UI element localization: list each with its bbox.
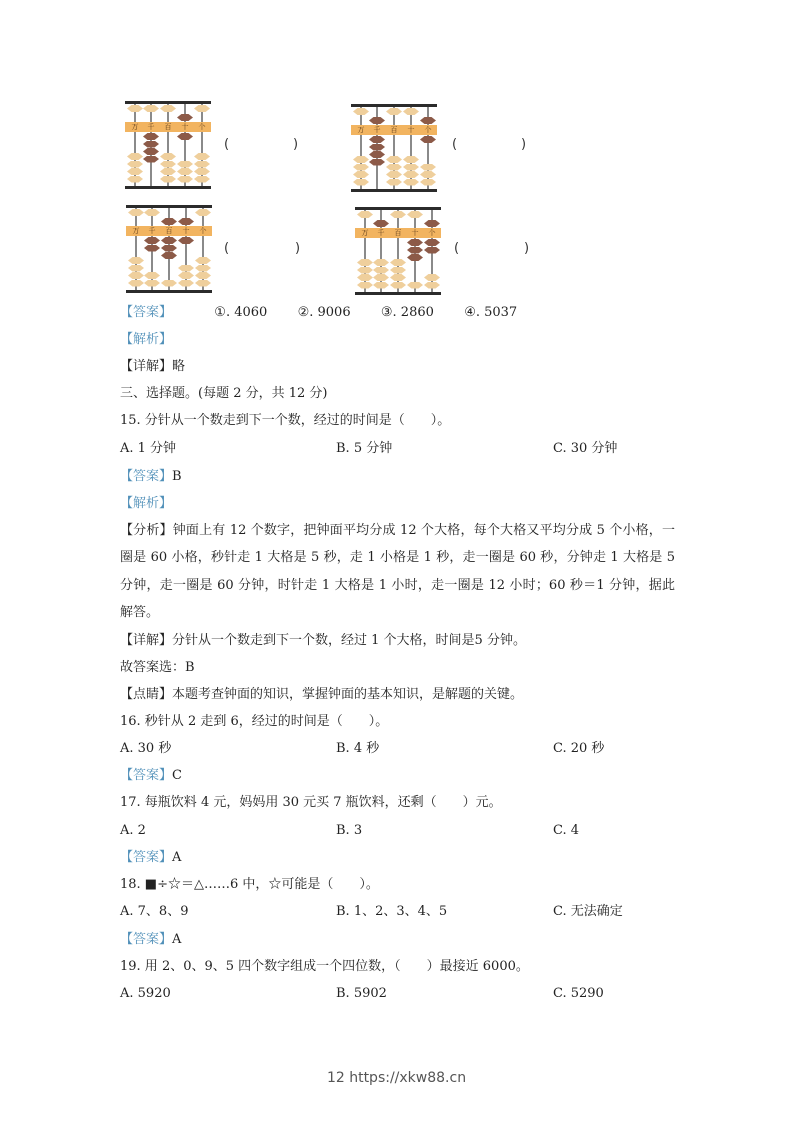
answer-blank-close-paren: ) bbox=[524, 241, 530, 256]
abacus-lower-bead bbox=[177, 161, 193, 168]
fenxi-text: 钟面上有 12 个数字，把钟面平均分成 12 个大格，每个大格又平均分成 5 个小格，一圈是 60 小格，秒针走 1 大格是 5 秒，走 1 小格是 1 秒，走一圈是 60 秒，分钟走 1 大格是 5 分钟，走一圈是 60 分钟，时针走 1 大格是 1 小时，走一圈是 12 小时；60 秒＝1 分钟，据此解答。 bbox=[120, 523, 675, 620]
abacus-lower-bead bbox=[194, 153, 210, 160]
q15-fenxi-paragraph bbox=[120, 517, 675, 626]
abacus-lower-bead bbox=[373, 274, 389, 281]
abacus-lower-bead bbox=[161, 245, 177, 252]
answer-3: ③. 2860 bbox=[380, 305, 434, 320]
abacus-lower-bead bbox=[160, 168, 176, 175]
abacus-lower-bead bbox=[390, 267, 406, 274]
abacus-lower-bead bbox=[195, 272, 211, 279]
answer-tag: 【答案】 bbox=[120, 469, 173, 484]
abacus-lower-bead bbox=[403, 156, 419, 163]
abacus-rod-label: 千 bbox=[377, 229, 385, 237]
answer-blank-open-paren: ( bbox=[454, 241, 460, 256]
abacus-lower-bead bbox=[403, 179, 419, 186]
abacus-upper-bead bbox=[390, 211, 406, 218]
abacus-upper-bead bbox=[424, 220, 440, 227]
abacus-lower-bead bbox=[128, 280, 144, 287]
abacus-lower-bead bbox=[177, 133, 193, 140]
abacus-lower-bead bbox=[403, 164, 419, 171]
abacus-rod-label: 万 bbox=[132, 227, 140, 235]
abacus-lower-bead bbox=[127, 168, 143, 175]
q15-option-b: B. 5 分钟 bbox=[336, 441, 393, 456]
abacus-lower-bead bbox=[128, 265, 144, 272]
abacus-2 bbox=[351, 104, 437, 192]
abacus-lower-bead bbox=[369, 144, 385, 151]
q15-answer-line bbox=[120, 468, 182, 486]
answer-blank-close-paren: ) bbox=[293, 137, 299, 152]
q15-question: 15. 分针从一个数走到下一个数，经过的时间是（ ）。 bbox=[120, 413, 451, 428]
abacus-lower-bead bbox=[178, 272, 194, 279]
abacus-lower-bead bbox=[195, 265, 211, 272]
abacus-lower-bead bbox=[424, 247, 440, 254]
abacus-lower-bead bbox=[144, 245, 160, 252]
answer-blank-open-paren: ( bbox=[452, 137, 458, 152]
answer-1: ①. 4060 bbox=[214, 305, 268, 320]
abacus-upper-bead bbox=[143, 105, 159, 112]
q15-option-c: C. 30 分钟 bbox=[553, 441, 618, 456]
answer-2: ②. 9006 bbox=[297, 305, 351, 320]
abacus-lower-bead bbox=[369, 151, 385, 158]
detail-tag: 【详解】 bbox=[120, 633, 173, 648]
abacus-lower-bead bbox=[373, 267, 389, 274]
q14-answer-line bbox=[120, 304, 517, 322]
abacus-rod-label: 百 bbox=[394, 229, 402, 237]
abacus-4 bbox=[355, 207, 441, 295]
q19-option-b: B. 5902 bbox=[336, 986, 387, 1001]
abacus-lower-bead bbox=[407, 254, 423, 261]
abacus-lower-bead bbox=[386, 171, 402, 178]
q15-option-a: A. 1 分钟 bbox=[120, 441, 177, 456]
abacus-lower-bead bbox=[420, 171, 436, 178]
abacus-rod-label: 个 bbox=[199, 227, 207, 235]
abacus-upper-bead bbox=[403, 108, 419, 115]
answer-tag: 【答案】 bbox=[120, 768, 173, 783]
page-footer: 12 https://xkw88.cn bbox=[326, 1070, 467, 1086]
abacus-lower-bead bbox=[390, 274, 406, 281]
abacus-upper-bead bbox=[194, 105, 210, 112]
abacus-lower-bead bbox=[161, 280, 177, 287]
abacus-lower-bead bbox=[420, 136, 436, 143]
section-title: 三、选择题。(每题 2 分，共 12 分) bbox=[120, 386, 328, 401]
abacus-lower-bead bbox=[390, 282, 406, 289]
abacus-upper-bead bbox=[357, 211, 373, 218]
q16-answer-line bbox=[120, 767, 182, 785]
abacus-lower-bead bbox=[194, 168, 210, 175]
abacus-rod-label: 个 bbox=[424, 126, 432, 134]
abacus-lower-bead bbox=[357, 267, 373, 274]
abacus-lower-bead bbox=[403, 171, 419, 178]
abacus-lower-bead bbox=[424, 274, 440, 281]
q17-option-a: A. 2 bbox=[120, 823, 146, 838]
abacus-frame-top bbox=[355, 207, 441, 210]
q18-question: 18. ■÷☆＝△……6 中，☆可能是（ ）。 bbox=[120, 877, 379, 892]
abacus-rod-label: 百 bbox=[164, 123, 172, 131]
abacus-lower-bead bbox=[369, 159, 385, 166]
abacus-lower-bead bbox=[386, 156, 402, 163]
abacus-lower-bead bbox=[127, 161, 143, 168]
abacus-upper-bead bbox=[144, 209, 160, 216]
answer-value: C bbox=[172, 768, 182, 783]
abacus-frame-top bbox=[125, 101, 211, 104]
answer-tag: 【答案】 bbox=[120, 305, 173, 320]
q17-question: 17. 每瓶饮料 4 元，妈妈用 30 元买 7 瓶饮料，还剩（ ）元。 bbox=[120, 795, 502, 810]
abacus-lower-bead bbox=[373, 259, 389, 266]
abacus-lower-bead bbox=[353, 179, 369, 186]
abacus-lower-bead bbox=[160, 176, 176, 183]
abacus-upper-bead bbox=[127, 105, 143, 112]
q15-conclusion: 故答案选：B bbox=[120, 660, 195, 675]
abacus-frame-top bbox=[351, 104, 437, 107]
abacus-rod-label: 十 bbox=[411, 229, 419, 237]
abacus-upper-bead bbox=[420, 117, 436, 124]
abacus-upper-bead bbox=[353, 108, 369, 115]
abacus-lower-bead bbox=[143, 141, 159, 148]
abacus-upper-bead bbox=[373, 220, 389, 227]
abacus-rod-label: 万 bbox=[361, 229, 369, 237]
abacus-lower-bead bbox=[178, 280, 194, 287]
abacus-rod-label: 千 bbox=[148, 227, 156, 235]
abacus-rod-label: 万 bbox=[131, 123, 139, 131]
abacus-lower-bead bbox=[160, 161, 176, 168]
abacus-lower-bead bbox=[144, 237, 160, 244]
abacus-frame-top bbox=[126, 205, 212, 208]
abacus-lower-bead bbox=[144, 280, 160, 287]
detail-tag: 【详解】 bbox=[120, 359, 173, 374]
abacus-upper-bead bbox=[407, 211, 423, 218]
abacus-rod-label: 个 bbox=[428, 229, 436, 237]
abacus-upper-bead bbox=[177, 114, 193, 121]
q15-analysis-line bbox=[120, 495, 172, 513]
q16-option-b: B. 4 秒 bbox=[336, 741, 380, 756]
abacus-lower-bead bbox=[390, 259, 406, 266]
abacus-upper-bead bbox=[195, 209, 211, 216]
q18-answer-line bbox=[120, 931, 181, 949]
abacus-lower-bead bbox=[178, 265, 194, 272]
abacus-lower-bead bbox=[143, 133, 159, 140]
abacus-lower-bead bbox=[161, 237, 177, 244]
abacus-upper-bead bbox=[160, 105, 176, 112]
abacus-upper-bead bbox=[161, 218, 177, 225]
detail-text: 分针从一个数走到下一个数，经过 1 个大格，时间是5 分钟。 bbox=[172, 633, 526, 648]
abacus-rod-label: 十 bbox=[407, 126, 415, 134]
dianjing-tag: 【点睛】 bbox=[120, 687, 173, 702]
q17-option-c: C. 4 bbox=[553, 823, 580, 838]
abacus-frame-bottom bbox=[351, 189, 437, 192]
q18-option-c: C. 无法确定 bbox=[553, 904, 623, 919]
abacus-lower-bead bbox=[373, 282, 389, 289]
answer-tag: 【答案】 bbox=[120, 932, 173, 947]
q16-option-c: C. 20 秒 bbox=[553, 741, 605, 756]
answer-4: ④. 5037 bbox=[464, 305, 518, 320]
abacus-upper-bead bbox=[386, 108, 402, 115]
abacus-lower-bead bbox=[353, 156, 369, 163]
abacus-lower-bead bbox=[194, 176, 210, 183]
abacus-lower-bead bbox=[407, 247, 423, 254]
abacus-lower-bead bbox=[160, 153, 176, 160]
abacus-frame-bottom bbox=[125, 186, 211, 189]
detail-text: 略 bbox=[172, 359, 186, 374]
abacus-3 bbox=[126, 205, 212, 293]
abacus-upper-bead bbox=[178, 218, 194, 225]
abacus-lower-bead bbox=[424, 282, 440, 289]
fenxi-tag: 【分析】 bbox=[120, 523, 173, 538]
analysis-tag: 【解析】 bbox=[120, 496, 173, 511]
q18-option-a: A. 7、8、9 bbox=[120, 904, 189, 919]
abacus-lower-bead bbox=[353, 164, 369, 171]
abacus-lower-bead bbox=[420, 164, 436, 171]
abacus-lower-bead bbox=[127, 153, 143, 160]
abacus-frame-bottom bbox=[126, 290, 212, 293]
q14-detail-line bbox=[120, 358, 185, 376]
abacus-lower-bead bbox=[194, 161, 210, 168]
abacus-rod-label: 个 bbox=[198, 123, 206, 131]
abacus-lower-bead bbox=[424, 239, 440, 246]
abacus-lower-bead bbox=[357, 274, 373, 281]
abacus-rod-label: 千 bbox=[147, 123, 155, 131]
answer-blank-close-paren: ) bbox=[295, 241, 301, 256]
abacus-rod-label: 十 bbox=[181, 123, 189, 131]
q17-answer-line bbox=[120, 849, 181, 867]
abacus-lower-bead bbox=[195, 257, 211, 264]
q19-question: 19. 用 2、0、9、5 四个数字组成一个四位数，（ ）最接近 6000。 bbox=[120, 959, 529, 974]
abacus-lower-bead bbox=[177, 168, 193, 175]
answer-blank-close-paren: ) bbox=[521, 137, 527, 152]
abacus-lower-bead bbox=[143, 148, 159, 155]
abacus-lower-bead bbox=[386, 164, 402, 171]
abacus-lower-bead bbox=[407, 282, 423, 289]
abacus-lower-bead bbox=[161, 252, 177, 259]
abacus-rod-label: 百 bbox=[390, 126, 398, 134]
abacus-lower-bead bbox=[357, 259, 373, 266]
abacus-lower-bead bbox=[143, 156, 159, 163]
abacus-lower-bead bbox=[128, 257, 144, 264]
answer-tag: 【答案】 bbox=[120, 850, 173, 865]
abacus-rod-label: 千 bbox=[373, 126, 381, 134]
abacus-upper-bead bbox=[369, 117, 385, 124]
q16-option-a: A. 30 秒 bbox=[120, 741, 172, 756]
abacus-lower-bead bbox=[386, 179, 402, 186]
abacus-rod-label: 百 bbox=[165, 227, 173, 235]
q14-analysis-line bbox=[120, 331, 172, 349]
abacus-upper-bead bbox=[128, 209, 144, 216]
abacus-lower-bead bbox=[195, 280, 211, 287]
answer-value: A bbox=[172, 850, 182, 865]
answer-value: B bbox=[172, 469, 182, 484]
abacus-lower-bead bbox=[178, 237, 194, 244]
abacus-lower-bead bbox=[177, 176, 193, 183]
q19-option-a: A. 5920 bbox=[120, 986, 171, 1001]
abacus-rod-label: 十 bbox=[182, 227, 190, 235]
abacus-lower-bead bbox=[420, 179, 436, 186]
abacus-1 bbox=[125, 101, 211, 189]
q17-option-b: B. 3 bbox=[336, 823, 363, 838]
q19-option-c: C. 5290 bbox=[553, 986, 604, 1001]
q18-option-b: B. 1、2、3、4、5 bbox=[336, 904, 448, 919]
abacus-lower-bead bbox=[127, 176, 143, 183]
abacus-rod-label: 万 bbox=[357, 126, 365, 134]
q16-question: 16. 秒针从 2 走到 6，经过的时间是（ ）。 bbox=[120, 714, 389, 729]
abacus-lower-bead bbox=[407, 239, 423, 246]
abacus-lower-bead bbox=[369, 136, 385, 143]
dianjing-text: 本题考查钟面的知识，掌握钟面的基本知识，是解题的关键。 bbox=[172, 687, 524, 702]
abacus-lower-bead bbox=[353, 171, 369, 178]
abacus-lower-bead bbox=[144, 272, 160, 279]
abacus-frame-bottom bbox=[355, 292, 441, 295]
abacus-lower-bead bbox=[357, 282, 373, 289]
abacus-lower-bead bbox=[128, 272, 144, 279]
answer-blank-open-paren: ( bbox=[224, 137, 230, 152]
q15-dianjing-line bbox=[120, 686, 523, 704]
q15-detail-line bbox=[120, 632, 526, 650]
analysis-tag: 【解析】 bbox=[120, 332, 173, 347]
answer-value: A bbox=[172, 932, 182, 947]
answer-blank-open-paren: ( bbox=[224, 241, 230, 256]
